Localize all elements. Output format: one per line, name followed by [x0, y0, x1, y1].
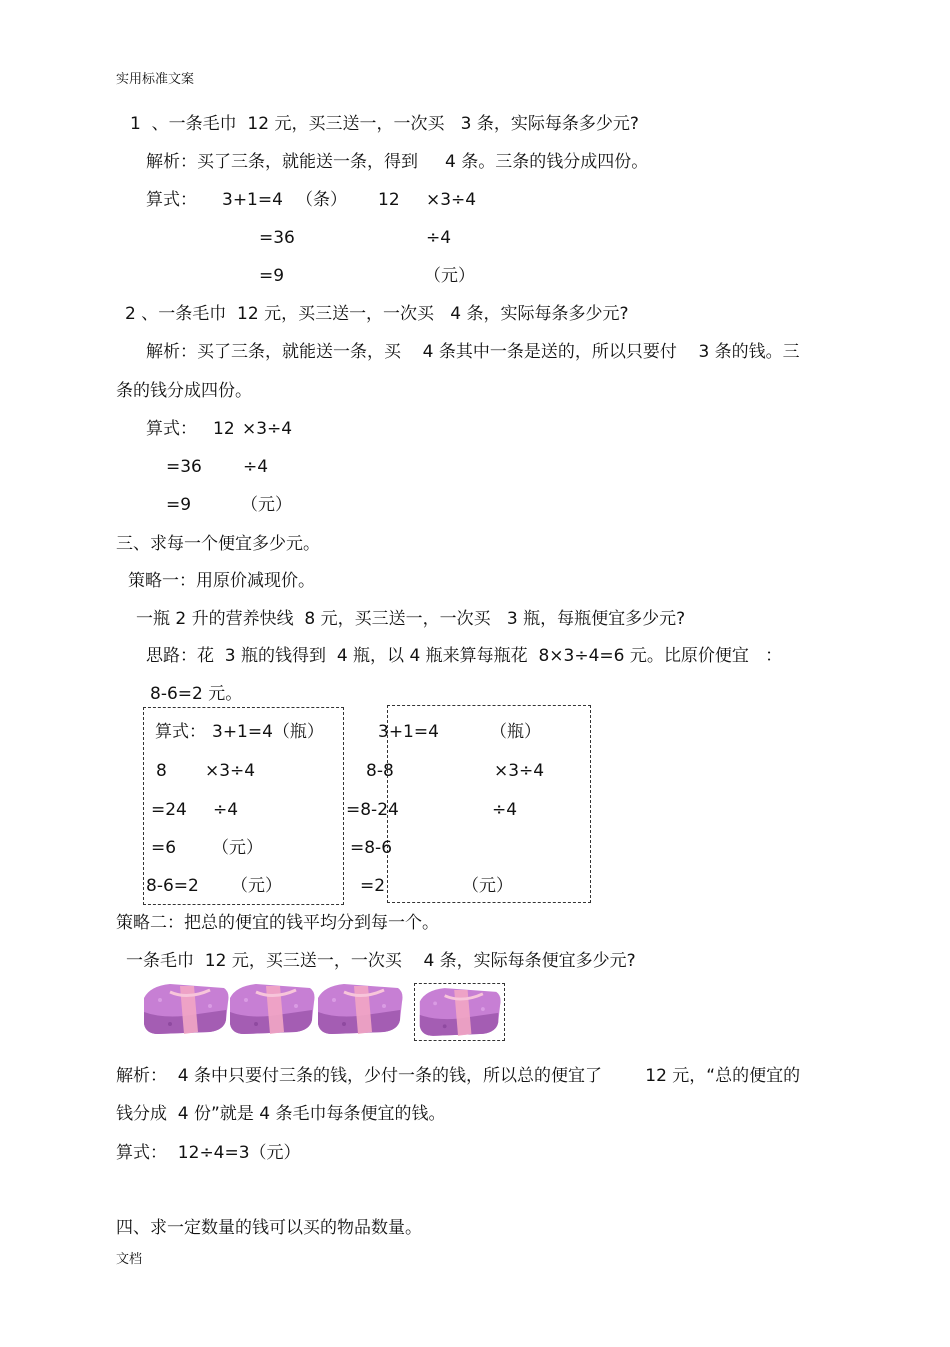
problem-2-analysis: 解析：买了三条，就能送一条，买 4 条其中一条是送的，所以只要付 3 条的钱。三	[146, 342, 800, 362]
left-box-step: =6	[151, 838, 177, 858]
strategy-1-question: 一瓶 2 升的营养快线 8 元，买三送一，一次买 3 瓶，每瓶便宜多少元?	[136, 609, 686, 629]
problem-1-formula-step: =36	[259, 228, 295, 248]
strategy-1-result: 8-6=2 元。	[150, 684, 243, 704]
left-box-unit: （元）	[212, 838, 263, 858]
problem-1-formula-step: =9	[259, 266, 285, 286]
left-box-step: ÷4	[213, 800, 239, 820]
left-box-step: ×3÷4	[205, 761, 256, 781]
section-4-heading: 四、求一定数量的钱可以买的物品数量。	[116, 1218, 422, 1238]
problem-2-formula-step: 12	[213, 419, 235, 439]
right-box-unit: （元）	[462, 876, 513, 896]
problem-1-formula-step: ÷4	[426, 228, 452, 248]
left-box-step: =24	[151, 800, 187, 820]
strategy-2-analysis: 钱分成 4 份”就是 4 条毛巾每条便宜的钱。	[116, 1104, 446, 1124]
left-box-step: 3+1=4（瓶）	[212, 722, 324, 742]
right-box-step: ×3÷4	[494, 761, 545, 781]
problem-1-unit: （条）	[296, 190, 347, 210]
left-box-step: 8	[156, 761, 167, 781]
right-box-step: =8-6	[350, 838, 393, 858]
right-box-step: 8-8	[366, 761, 394, 781]
problem-2-formula-step: =36	[166, 457, 202, 477]
right-box-step: =8-24	[346, 800, 399, 820]
page-footer: 文档	[116, 1252, 143, 1267]
problem-1-formula-step: 12	[378, 190, 400, 210]
problem-2-formula-step: =9	[166, 495, 192, 515]
problem-1-formula-label: 算式：	[146, 190, 197, 210]
strategy-2-question: 一条毛巾 12 元，买三送一，一次买 4 条，实际每条便宜多少元?	[126, 951, 636, 971]
problem-1-analysis: 解析：买了三条，就能送一条，得到 4 条。三条的钱分成四份。	[146, 152, 649, 172]
strategy-1-idea: 思路：花 3 瓶的钱得到 4 瓶，以 4 瓶来算每瓶花 8×3÷4=6 元。比原价便宜 ：	[146, 646, 783, 666]
problem-2-question: 2 、一条毛巾 12 元，买三送一，一次买 4 条，实际每条多少元?	[125, 304, 629, 324]
problem-2-formula-step: ×3÷4	[242, 419, 293, 439]
towel-image	[140, 980, 230, 1036]
strategy-2-title: 策略二：把总的便宜的钱平均分到每一个。	[116, 913, 439, 933]
problem-2-formula-step: ÷4	[243, 457, 269, 477]
right-box-unit: （瓶）	[490, 722, 541, 742]
towel-image	[226, 980, 316, 1036]
problem-1-formula-step: ×3÷4	[426, 190, 477, 210]
left-box-step: 8-6=2	[146, 876, 199, 896]
section-3-heading: 三、求每一个便宜多少元。	[116, 534, 320, 554]
towel-image	[416, 984, 502, 1038]
problem-1-formula-step: 3+1=4	[222, 190, 283, 210]
problem-2-formula-label: 算式：	[146, 419, 197, 439]
problem-1-question: 1 、一条毛巾 12 元，买三送一，一次买 3 条，实际每条多少元?	[130, 114, 639, 134]
right-box-step: 3+1=4	[378, 722, 439, 742]
right-box-step: ÷4	[492, 800, 518, 820]
strategy-1-title: 策略一：用原价减现价。	[128, 571, 315, 591]
left-box-formula-label: 算式：	[155, 722, 206, 742]
left-box-unit: （元）	[231, 876, 282, 896]
strategy-2-analysis: 解析： 4 条中只要付三条的钱，少付一条的钱，所以总的便宜了 12 元，“总的便宜的	[116, 1066, 801, 1086]
right-box-step: =2	[360, 876, 386, 896]
problem-1-unit: （元）	[424, 266, 475, 286]
towel-image	[314, 980, 404, 1036]
problem-2-unit: （元）	[241, 495, 292, 515]
problem-2-analysis: 条的钱分成四份。	[116, 381, 252, 401]
strategy-2-formula: 算式： 12÷4=3（元）	[116, 1143, 301, 1163]
page-header: 实用标准文案	[116, 72, 195, 87]
